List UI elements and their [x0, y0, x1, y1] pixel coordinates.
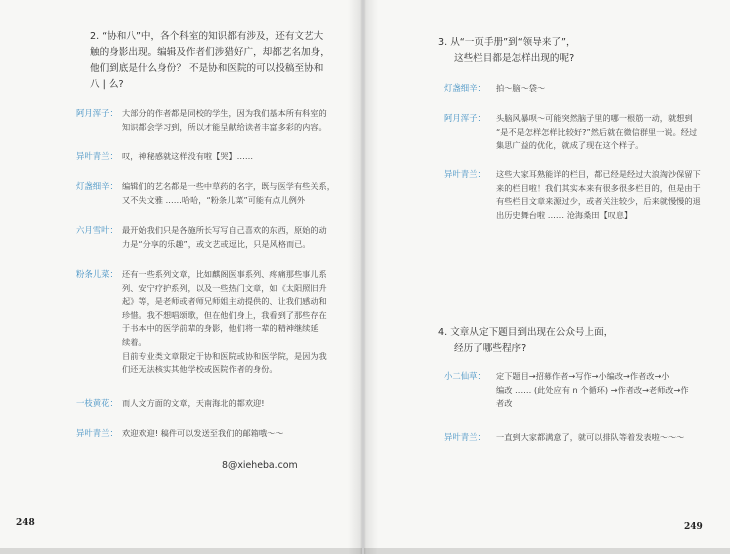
speaker-name: 粉条儿菜： — [76, 269, 118, 279]
page-number: 249 — [684, 522, 703, 532]
speaker-name: 阿月浑子： — [76, 108, 118, 118]
dialogue-entry — [76, 224, 346, 251]
dialogue-line: 有些栏目文章来源过少，或者关注较少，后来就慢慢的退 — [496, 196, 701, 207]
question-line: 4. 文章从定下题目到出现在公众号上面， — [438, 327, 614, 338]
dialogue-text — [122, 224, 346, 251]
question-line: 触的身影出现。编辑及作者们涉猎好广，却都艺名加身， — [90, 47, 330, 58]
question-2 — [90, 29, 340, 93]
question-line: 2. “协和八”中，各个科室的知识都有涉及，还有文艺大 — [90, 31, 324, 42]
speaker-name: 一枝黄花： — [76, 398, 118, 408]
dialogue-entry — [76, 268, 346, 377]
page-number: 248 — [16, 518, 35, 528]
email-address: 8@xieheba.com — [222, 460, 298, 471]
dialogue-line: 编改 …… (此处应有 n 个循环) →作者改→老师改→作 — [496, 384, 689, 395]
dialogue-line: 叹，神秘感就这样没有啦【哭】…… — [122, 151, 254, 161]
dialogue-entry — [76, 427, 346, 441]
dialogue-line: 们还无法核实其他学校或医院作者的身份。 — [122, 364, 278, 375]
dialogue-line: 来的栏目啦！我们其实本来有很多很多栏目的，但是由于 — [496, 182, 701, 193]
dialogue-line: 列、安宁疗护系列，以及一些热门文章，如《太阳照旧升 — [122, 282, 327, 293]
book-gutter — [348, 0, 378, 554]
dialogue-text — [496, 168, 716, 222]
dialogue-line: 出历史舞台啦 …… 沧海桑田【叹息】 — [496, 209, 633, 220]
dialogue-entry — [444, 168, 716, 222]
dialogue-line: 这些大家耳熟能详的栏目，都已经是经过大浪淘沙保留下 — [496, 169, 701, 179]
question-line: 3. 从“一页手册”到“领导来了”， — [438, 37, 576, 48]
dialogue-line: 欢迎欢迎! 稿件可以发送至我们的邮箱哦～～ — [122, 428, 284, 438]
dialogue-line: 大部分的作者都是同校的学生，因为我们基本所有科室的 — [122, 108, 327, 118]
question-4 — [438, 325, 708, 357]
speaker-name: 灯盏细辛： — [76, 181, 118, 191]
dialogue-line: 最开始我们只是各施所长写写自己喜欢的东西，原始的动 — [122, 225, 327, 235]
dialogue-text — [496, 112, 716, 153]
dialogue-entry — [76, 107, 346, 134]
dialogue-line: 定下题目→招募作者→写作→小编改→作者改→小 — [496, 371, 670, 381]
dialogue-line: 起》等，是老师或者师兄师姐主动提供的、让我们感动和 — [122, 296, 327, 307]
dialogue-text — [122, 397, 346, 411]
speaker-name: 阿月浑子： — [444, 113, 486, 123]
dialogue-entry — [444, 112, 716, 153]
dialogue-line: 又不失文雅 ……哈哈，“粉条儿菜”可能有点儿例外 — [122, 194, 306, 205]
dialogue-line: 力是“分享的乐趣”，或文艺或逗比，只是风格而已。 — [122, 238, 311, 249]
question-line: 他们到底是什么身份？ 不是协和医院的可以投稿至协和 — [90, 63, 324, 74]
question-line: 这些栏目都是怎样出现的呢? — [454, 53, 575, 64]
dialogue-line: 者改 — [496, 398, 513, 409]
speaker-name: 异叶青兰： — [444, 169, 486, 179]
dialogue-line: 续着。 — [122, 336, 147, 347]
dialogue-text — [496, 370, 716, 411]
speaker-name: 异叶青兰： — [76, 428, 118, 438]
dialogue-line: 一直到大家都满意了，就可以排队等着发表啦～～～ — [496, 432, 685, 442]
dialogue-line: 珍惜。我不想唱颂歌，但在他们身上，我看到了那些存在 — [122, 309, 327, 320]
dialogue-line: 于书本中的医学前辈的身影，他们将一辈的精神继续延 — [122, 323, 319, 334]
speaker-name: 灯盏细辛： — [444, 83, 486, 93]
dialogue-line: 目前专业类文章限定于协和医院或协和医学院，是因为我 — [122, 350, 327, 361]
dialogue-text — [122, 107, 346, 134]
question-3 — [438, 35, 708, 67]
dialogue-line: 头脑风暴呗～可能突然脑子里的哪一根筋一动，就想到 — [496, 113, 693, 123]
dialogue-line: 知识都会学习到，所以才能呈献给读者丰富多彩的内容。 — [122, 121, 327, 132]
question-line: 八 | 么? — [90, 79, 124, 90]
dialogue-line: 拍～脑～袋～ — [496, 83, 546, 93]
speaker-name: 异叶青兰： — [444, 432, 486, 442]
speaker-name: 六月雪叶： — [76, 225, 118, 235]
dialogue-entry — [444, 370, 716, 411]
dialogue-line: 而人文方面的文章，天南海北的都欢迎! — [122, 398, 265, 408]
dialogue-text — [122, 268, 346, 377]
right-page — [364, 0, 730, 554]
speaker-name: 小二仙草： — [444, 371, 486, 381]
dialogue-text — [122, 180, 346, 207]
dialogue-line: 还有一些系列文章，比如麒阁医事系列、疼痛那些事儿系 — [122, 269, 327, 279]
page-edge — [0, 548, 362, 554]
page-edge — [364, 548, 730, 554]
dialogue-entry — [76, 150, 346, 164]
dialogue-entry — [444, 431, 716, 445]
dialogue-text — [496, 82, 716, 96]
dialogue-line: 集思广益的优化，就成了现在这个样子。 — [496, 140, 644, 151]
dialogue-text — [496, 431, 716, 445]
left-page — [0, 0, 362, 554]
dialogue-entry — [444, 82, 716, 96]
dialogue-text — [122, 150, 346, 164]
dialogue-entry — [76, 180, 346, 207]
dialogue-line: 编辑们的艺名都是一些中草药的名字，既与医学有些关系， — [122, 181, 335, 191]
dialogue-text — [122, 427, 346, 441]
question-line: 经历了哪些程序? — [454, 343, 527, 354]
dialogue-entry — [76, 397, 346, 411]
dialogue-line: “是不是怎样怎样比较好?”然后就在微信群里一说。经过 — [496, 126, 698, 137]
speaker-name: 异叶青兰： — [76, 151, 118, 161]
